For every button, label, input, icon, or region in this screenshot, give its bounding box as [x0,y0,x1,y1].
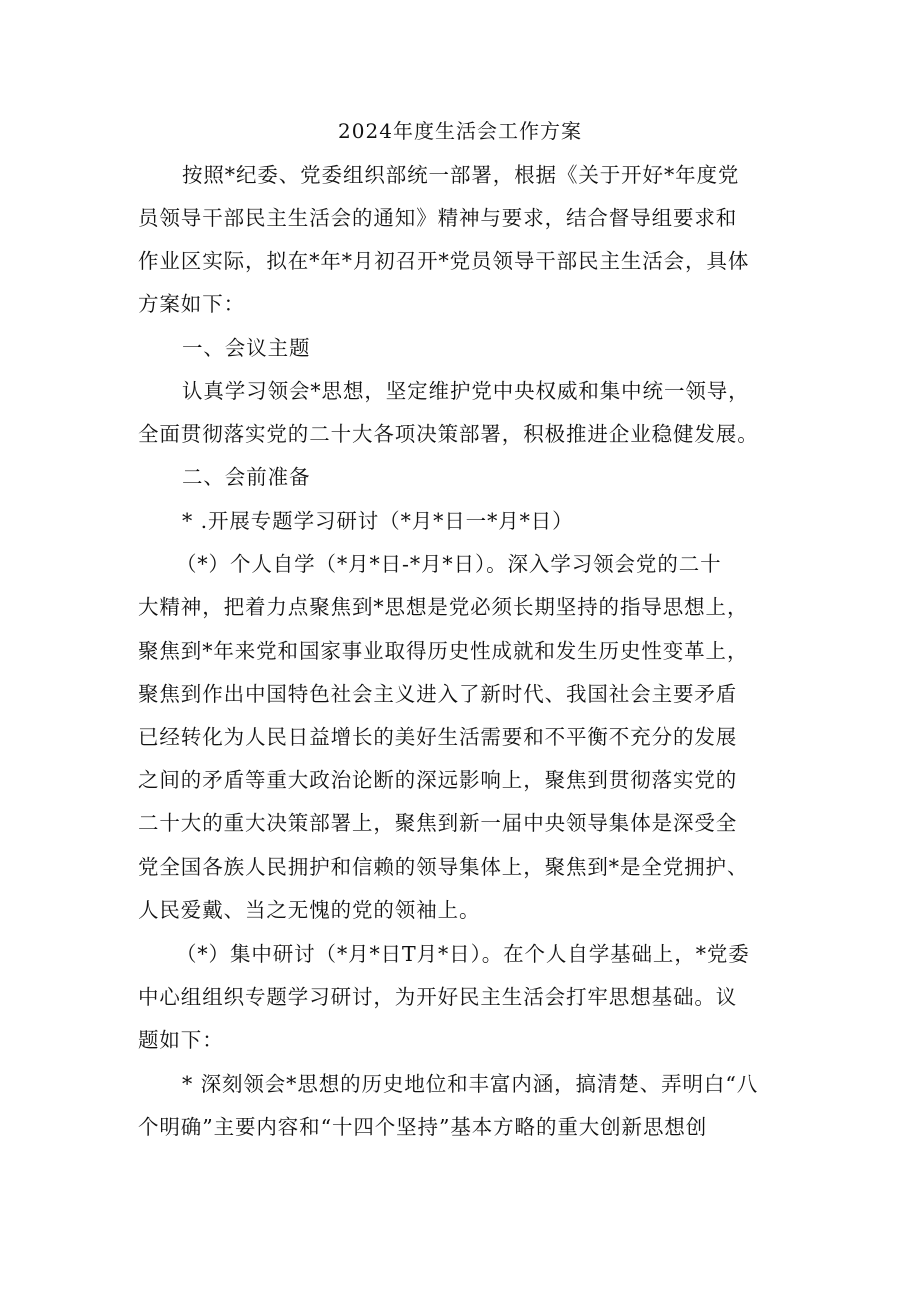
paragraph-line: 中心组组织专题学习研讨，为开好民主生活会打牢思想基础。议 [138,985,738,1009]
paragraph-line: 聚焦到*年来党和国家事业取得历史性成就和发生历史性变革上， [138,639,749,663]
paragraph-line: （*）个人自学（*月*日-*月*日）。深入学习领会党的二十 [176,552,722,576]
section-heading: 二、会前准备 [182,465,311,489]
paragraph-line: 聚焦到作出中国特色社会主义进入了新时代、我国社会主要矛盾 [138,682,738,706]
paragraph-line: 全面贯彻落实党的二十大各项决策部署，积极推进企业稳健发展。 [138,422,759,446]
paragraph-line: 个明确”主要内容和“十四个坚持”基本方略的重大创新思想创 [138,1115,708,1139]
paragraph-line: 二十大的重大决策部署上，聚焦到新一届中央领导集体是深受全 [138,811,738,835]
paragraph-line: 员领导干部民主生活会的通知》精神与要求，结合督导组要求和 [138,206,738,230]
paragraph-line: （*）集中研讨（*月*日T月*日）。在个人自学基础上，*党委 [176,942,750,966]
paragraph-line: 认真学习领会*思想，坚定维护党中央权威和集中统一领导， [182,379,750,403]
paragraph-line: 按照*纪委、党委组织部统一部署，根据《关于开好*年度党 [182,163,740,187]
paragraph-line: * 深刻领会*思想的历史地位和丰富内涵，搞清楚、弄明白“八 [182,1072,759,1096]
paragraph-line: 大精神，把着力点聚焦到*思想是党必须长期坚持的指导思想上， [138,595,749,619]
paragraph-line: 党全国各族人民拥护和信赖的领导集体上，聚焦到*是全党拥护、 [138,855,749,879]
document-title: 2024年度生活会工作方案 [338,119,582,143]
paragraph-line: 作业区实际，拟在*年*月初召开*党员领导干部民主生活会，具体 [138,249,750,273]
paragraph-line: 题如下： [138,1028,224,1052]
paragraph-line: 已经转化为人民日益增长的美好生活需要和不平衡不充分的发展 [138,725,738,749]
section-heading: 一、会议主题 [182,336,311,360]
paragraph-line: 人民爱戴、当之无愧的党的领袖上。 [138,898,481,922]
paragraph-line: 之间的矛盾等重大政治论断的深远影响上，聚焦到贯彻落实党的 [138,768,738,792]
subsection-heading: * .开展专题学习研讨（*月*日一*月*日） [182,509,574,533]
paragraph-line: 方案如下： [138,292,245,316]
